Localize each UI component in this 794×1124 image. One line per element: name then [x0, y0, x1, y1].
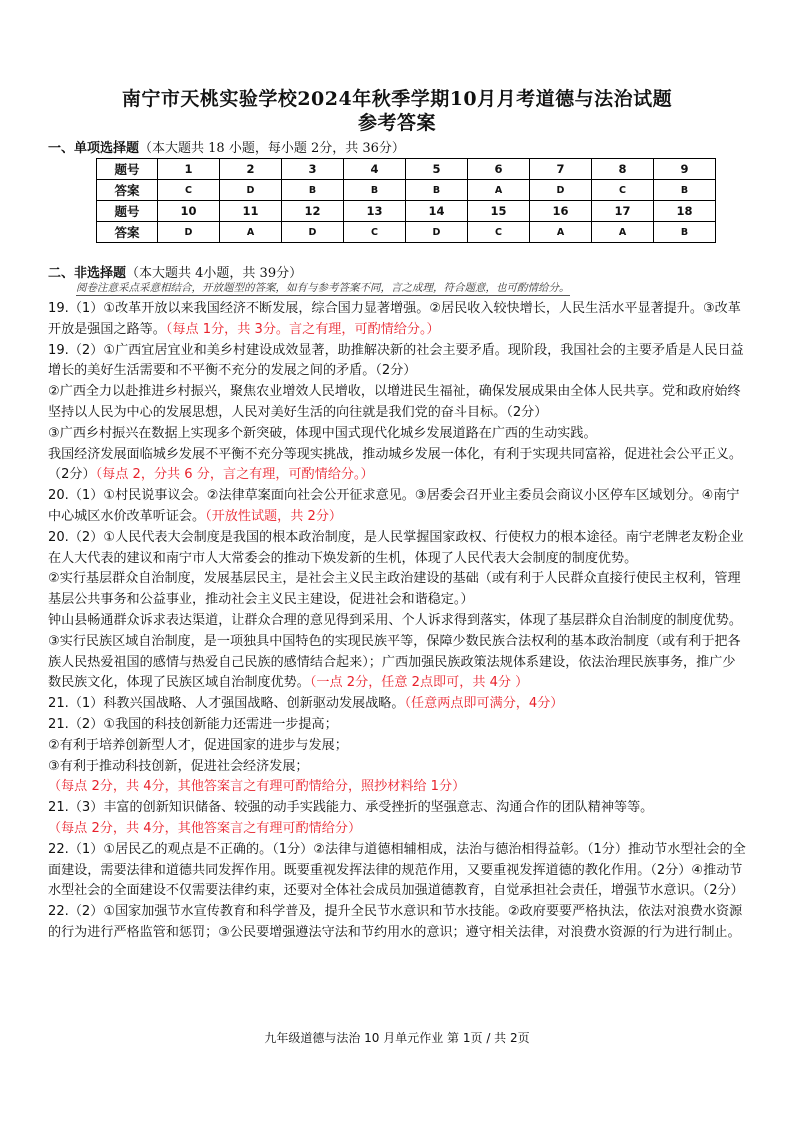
question-number: 7: [530, 159, 592, 180]
question-number: 1: [158, 159, 220, 180]
answer-text: 我国经济发展面临城乡发展不平衡不充分等现实挑战，推动城乡发展一体化，有利于实现共同富裕，促进社会公平正义。（2分）: [48, 446, 742, 483]
page-subtitle: 参考答案: [357, 112, 436, 134]
answer-text: 21.（1）科教兴国战略、人才强国战略、创新驱动发展战略。: [48, 696, 405, 712]
answer-paragraph: 21.（2）①我国的科技创新能力还需进一步提高；: [48, 716, 338, 732]
question-number: 14: [406, 201, 468, 222]
table-row: [97, 222, 716, 243]
question-number: 6: [468, 159, 530, 180]
answer-paragraph: 21.（3）丰富的创新知识储备、较强的动手实践能力、承受挫折的坚强意志、沟通合作的团队精神等等。: [48, 800, 654, 816]
question-number: 13: [344, 201, 406, 222]
answer-cell: B: [654, 222, 716, 243]
question-number: 11: [220, 201, 282, 222]
answer-paragraph: 钟山县畅通群众诉求表达渠道，让群众合理的意见得到采用、个人诉求得到落实，体现了基层群众自治制度的制度优势。: [48, 612, 742, 628]
answer-cell: A: [592, 222, 654, 243]
question-number: 12: [282, 201, 344, 222]
answer-paragraph: ③广西乡村振兴在数据上实现多个新突破，体现中国式现代化城乡发展道路在广西的生动实践。: [48, 425, 597, 441]
scoring-note: （一点 2分，任意 2点即可，共 4分 ）: [309, 675, 529, 691]
answer-cell: D: [530, 180, 592, 201]
answer-paragraph: [48, 445, 748, 487]
answer-cell: C: [344, 222, 406, 243]
answer-cell: A: [468, 180, 530, 201]
answer-paragraph: 22.（2）①国家加强节水宣传教育和科学普及，提升全民节水意识和节水技能。②政府要要严格执法，依法对浪费水资源的行为进行严格监管和惩罚；③公民要增强遵法守法和节约用水的意识；遵守相关法律，对浪费水资源的行为进行制止。: [48, 904, 743, 940]
answer-cell: C: [468, 222, 530, 243]
scoring-note: （每点 2，分共 6 分，言之有理，可酌情给分。）: [95, 467, 374, 483]
question-number: 8: [592, 159, 654, 180]
answer-paragraph: [48, 632, 748, 694]
scoring-note: （开放性试题，共 2分）: [205, 508, 343, 524]
section2-heading: 二、非选择题: [48, 266, 127, 281]
section1-heading-line: [48, 137, 405, 156]
section2-heading-line: [48, 262, 302, 281]
answer-cell: B: [406, 180, 468, 201]
table-row: [97, 201, 716, 222]
answer-paragraph: ②有利于培养创新型人才，促进国家的进步与发展；: [48, 737, 348, 753]
answer-body: [48, 299, 748, 944]
answer-paragraph: ③有利于推动科技创新，促进社会经济发展；: [48, 758, 309, 774]
answer-text: ③实行民族区域自治制度，是一项独具中国特色的实现民族平等，保障少数民族合法权利的基本政治制度（或有利于把各族人民热爱祖国的感情与热爱自己民族的感情结合起来）；广西加强民族政策法规体系建设，依法治理民族事务，推广少数民族文化，体现了民族区域自治制度优势。: [48, 633, 741, 691]
answer-cell: D: [220, 180, 282, 201]
answer-cell: A: [220, 222, 282, 243]
answer-cell: C: [158, 180, 220, 201]
question-number-label: 题号: [97, 159, 158, 180]
answer-paragraph: 19.（2）①广西宜居宜业和美乡村建设成效显著，助推解决新的社会主要矛盾。现阶段，我国社会的主要矛盾是人民日益增长的美好生活需要和不平衡不充分的发展之间的矛盾。（2分）: [48, 342, 744, 379]
answer-cell: D: [158, 222, 220, 243]
question-number: 3: [282, 159, 344, 180]
question-number: 16: [530, 201, 592, 222]
answer-paragraph: [48, 486, 748, 528]
table-row: [97, 180, 716, 201]
scoring-note: （每点 2分，共 4分，其他答案言之有理可酌情给分）: [48, 820, 362, 836]
answer-table: [96, 158, 716, 243]
answer-paragraph: 20.（2）①人民代表大会制度是我国的根本政治制度，是人民掌握国家政权、行使权力的根本途径。南宁老牌老友粉企业在人大代表的建议和南宁市人大常委会的推动下焕发新的生机，体现了人民代表大会制度的制度优势。: [48, 529, 744, 566]
answer-paragraph: ②广西全力以赴推进乡村振兴，聚焦农业增效人民增收，以增进民生福祉，确保发展成果由全体人民共享。党和政府始终坚持以人民为中心的发展思想，人民对美好生活的向往就是我们党的奋斗目标。（2分）: [48, 384, 741, 420]
question-number: 4: [344, 159, 406, 180]
answer-cell: A: [530, 222, 592, 243]
section2-desc: （本大题共 4小题，共 39分）: [126, 266, 303, 281]
answer-paragraph: [48, 299, 748, 341]
page-footer: 九年级道德与法治 10 月单元作业 第 1页 / 共 2页: [264, 1031, 530, 1045]
section1-heading: 一、单项选择题: [48, 141, 140, 156]
table-row: [97, 159, 716, 180]
answer-cell: C: [592, 180, 654, 201]
answer-cell: B: [654, 180, 716, 201]
grading-note: 阅卷注意采点采意相结合，开放题型的答案，如有与参考答案不同，言之成理，符合题意，也可酌情给分。: [76, 282, 570, 294]
question-number-label: 题号: [97, 201, 158, 222]
answer-cell: D: [282, 222, 344, 243]
question-number: 18: [654, 201, 716, 222]
answer-paragraph: [48, 694, 748, 715]
section1-desc: （本大题共 18 小题，每小题 2分，共 36分）: [139, 141, 405, 156]
scoring-note: （每点 1分，共 3分。言之有理，可酌情给分。）: [165, 321, 440, 337]
question-number: 9: [654, 159, 716, 180]
scoring-note: （每点 2分，共 4分，其他答案言之有理可酌情给分，照抄材料给 1分）: [48, 779, 466, 795]
answer-text: 19.（1）①改革开放以来我国经济不断发展，综合国力显著增强。②居民收入较快增长，人民生活水平显著提升。③改革开放是强国之路等。: [48, 301, 741, 337]
question-number: 15: [468, 201, 530, 222]
question-number: 2: [220, 159, 282, 180]
answer-cell: D: [406, 222, 468, 243]
answer-label: 答案: [97, 180, 158, 201]
answer-cell: B: [282, 180, 344, 201]
question-number: 5: [406, 159, 468, 180]
answer-paragraph: 22.（1）①居民乙的观点是不正确的。（1分）②法律与道德相辅相成，法治与德治相得益彰。（1分）推动节水型社会的全面建设，需要法律和道德共同发挥作用。既要重视发挥法律的规范作用，又要重视发挥道德的教化作用。（2分）④推动节水型社会的全面建设不仅需要法律约束，还要对全体社会成员加强道德教育，自觉承担社会责任，增强节水意识。（2分）: [48, 841, 746, 899]
page-title: 南宁市天桃实验学校2024年秋季学期10月月考道德与法治试题: [121, 88, 673, 110]
question-number: 10: [158, 201, 220, 222]
answer-paragraph: ②实行基层群众自治制度，发展基层民主，是社会主义民主政治建设的基础（或有利于人民群众直接行使民主权利，管理基层公共事务和公益事业，推动社会主义民主建设，促进社会和谐稳定。）: [48, 571, 741, 608]
question-number: 17: [592, 201, 654, 222]
answer-label: 答案: [97, 222, 158, 243]
answer-text: 20.（1）①村民说事议会。②法律草案面向社会公开征求意见。③居委会召开业主委员会商议小区停车区域划分。④南宁中心城区水价改革听证会。: [48, 488, 740, 524]
answer-cell: B: [344, 180, 406, 201]
scoring-note: （任意两点即可满分，4分）: [404, 696, 564, 712]
